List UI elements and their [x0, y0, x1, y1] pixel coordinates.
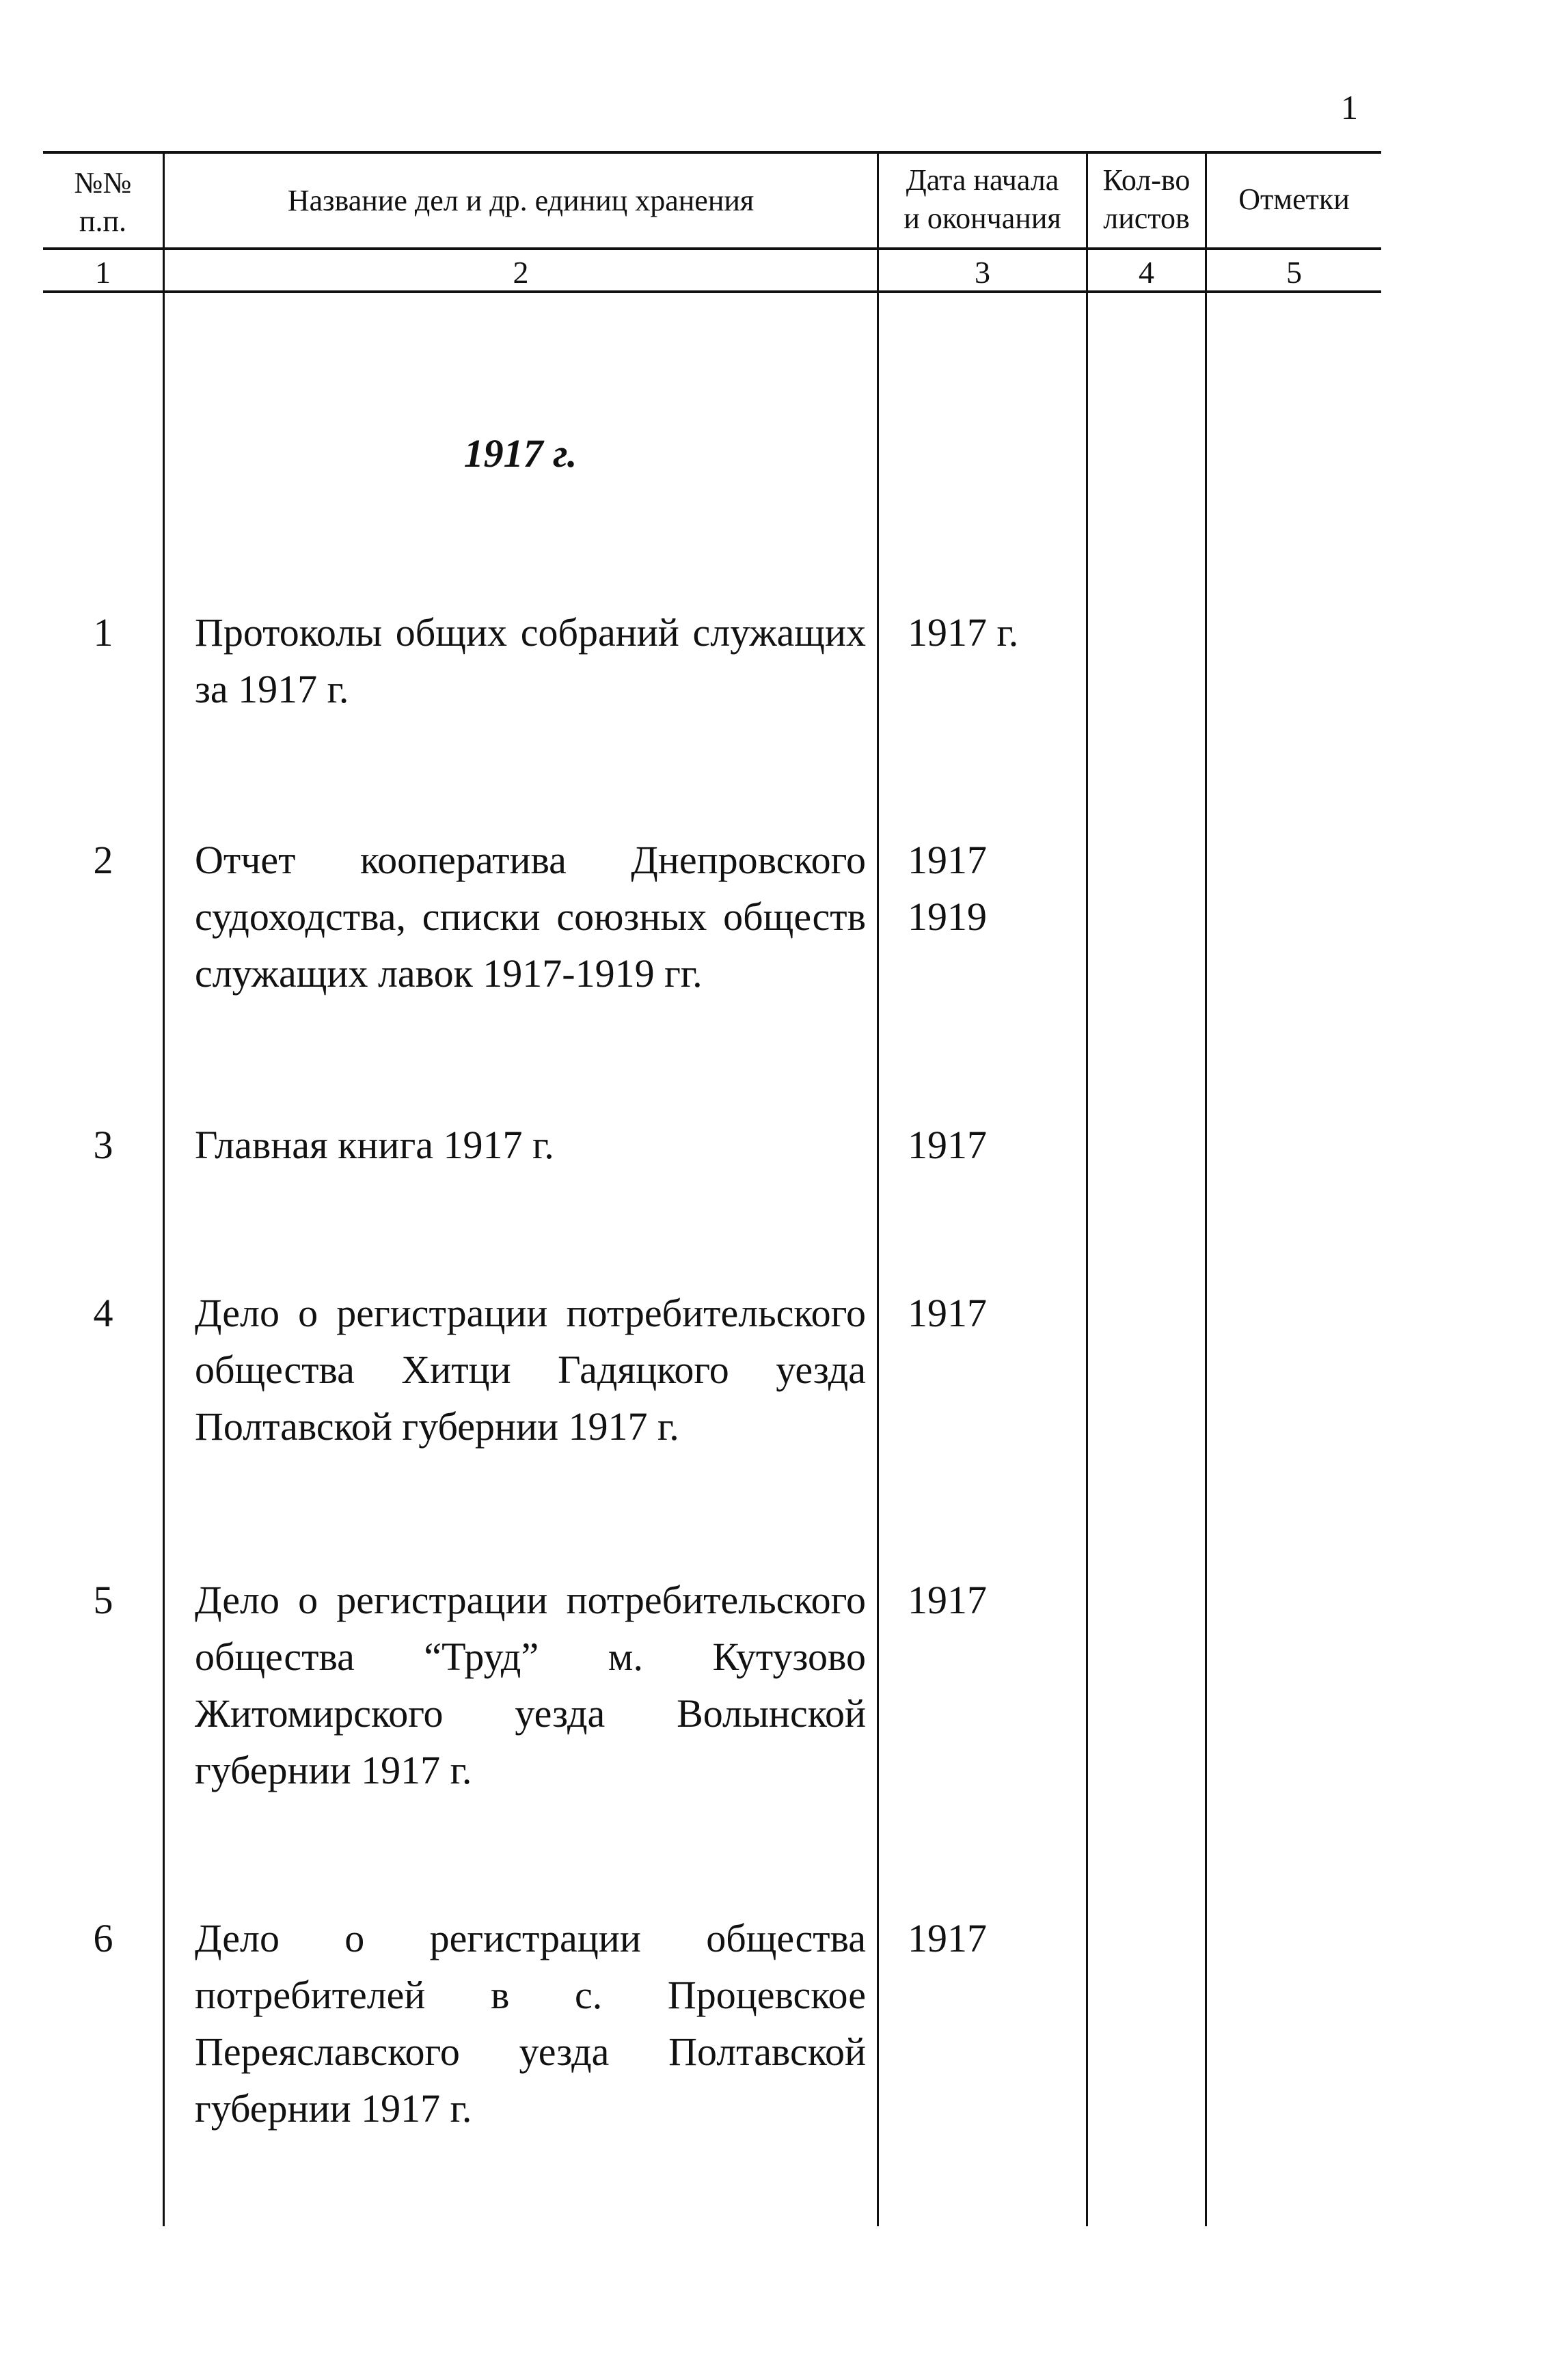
- header-notes-text: Отметки: [1238, 182, 1350, 216]
- header-number: [43, 164, 163, 241]
- header-notes: [1207, 180, 1381, 219]
- row-date-end: 1919: [908, 894, 987, 939]
- row-title: Отчет кооператива Днепровского судоходства, списки союзных обществ служащих лавок 1917-1919 гг.: [195, 838, 866, 996]
- row-number: 1: [93, 610, 113, 655]
- row-dates: [908, 1285, 1078, 1341]
- column-number-1: 1: [95, 255, 111, 290]
- row-dates: [908, 1117, 1078, 1173]
- column-number-4: 4: [1139, 255, 1154, 290]
- column-number-3: 3: [975, 255, 990, 290]
- row-title: Дело о регистрации потребительского общества Хитци Гадяцкого уезда Полтавской губернии 1917 г.: [195, 1291, 866, 1449]
- row-title: Главная книга 1917 г.: [195, 1123, 554, 1167]
- header-number-line-1: №№: [74, 166, 132, 200]
- row-title: Дело о регистрации потребительского общества “Труд” м. Кутузово Житомирского уезда Волынской губернии 1917 г.: [195, 1578, 866, 1792]
- row-title: Протоколы общих собраний служащих за 1917 г.: [195, 610, 866, 711]
- page-number: 1: [1341, 88, 1358, 126]
- row-date-start: 1917: [908, 1578, 987, 1622]
- row-date-start: 1917 г.: [908, 610, 1019, 655]
- row-number: 5: [93, 1578, 113, 1622]
- column-numbers-bottom-rule: [43, 290, 1381, 293]
- column-divider-4: [1205, 152, 1207, 2226]
- row-number: 3: [93, 1123, 113, 1167]
- section-heading-year: 1917 г.: [463, 431, 577, 476]
- row-title: Дело о регистрации общества потребителей в с. Процевское Переяславского уезда Полтавской губернии 1917 г.: [195, 1916, 866, 2131]
- column-number-5: 5: [1286, 255, 1302, 290]
- column-divider-3: [1086, 152, 1088, 2226]
- header-number-line-2: п.п.: [79, 204, 127, 238]
- row-date-start: 1917: [908, 1916, 987, 1960]
- row-dates: [908, 1572, 1078, 1628]
- header-title-text: Название дел и др. единиц хранения: [287, 184, 755, 217]
- row-date-start: 1917: [908, 1291, 987, 1335]
- table-top-rule: [43, 151, 1381, 154]
- row-number: 2: [93, 838, 113, 882]
- row-date-start: 1917: [908, 838, 987, 882]
- header-title: [165, 182, 877, 220]
- header-sheets-line-1: Кол-во: [1102, 163, 1191, 197]
- row-date-start: 1917: [908, 1123, 987, 1167]
- row-number: 4: [93, 1291, 113, 1335]
- row-dates: [908, 604, 1078, 661]
- header-bottom-rule: [43, 247, 1381, 250]
- row-dates: [908, 832, 1078, 945]
- header-dates-line-2: и окончания: [903, 202, 1061, 235]
- row-number: 6: [93, 1916, 113, 1960]
- row-dates: [908, 1910, 1078, 1967]
- header-dates: [879, 161, 1086, 238]
- header-dates-line-1: Дата начала: [906, 163, 1059, 197]
- header-sheets: [1088, 161, 1205, 238]
- column-number-2: 2: [513, 255, 529, 290]
- header-sheets-line-2: листов: [1103, 202, 1190, 235]
